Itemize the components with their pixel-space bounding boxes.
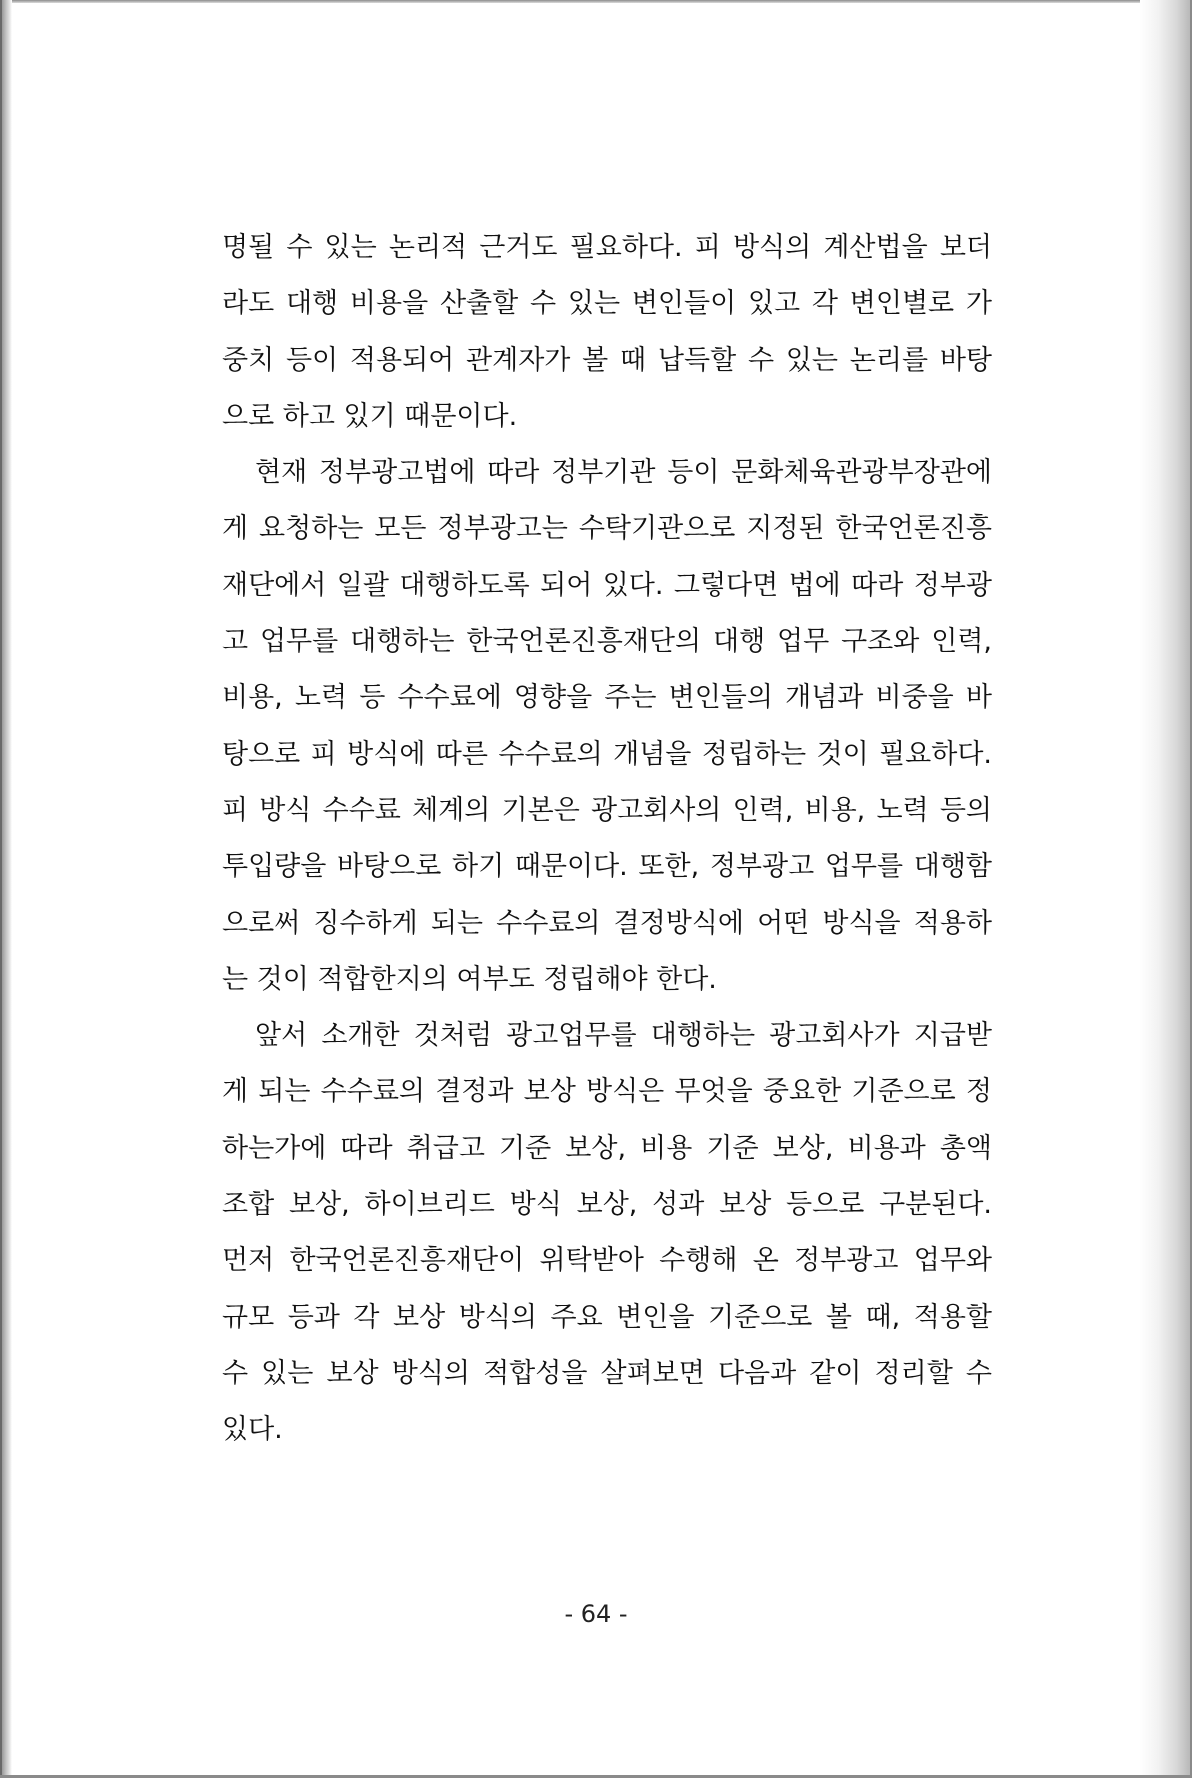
text-line: 규모 등과 각 보상 방식의 주요 변인을 기준으로 볼 때, 적용할 <box>222 1301 992 1333</box>
text-line: 먼저 한국언론진흥재단이 위탁받아 수행해 온 정부광고 업무와 <box>222 1245 992 1277</box>
text-line: 피 방식 수수료 체계의 기본은 광고회사의 인력, 비용, 노력 등의 <box>222 794 992 826</box>
page-number: - 64 - <box>564 1600 628 1628</box>
text-line: 으로 하고 있기 때문이다. <box>222 400 518 432</box>
text-line: 게 요청하는 모든 정부광고는 수탁기관으로 지정된 한국언론진흥 <box>222 513 992 545</box>
paragraph-3 <box>222 1008 992 1458</box>
page-top-edge <box>0 0 1192 3</box>
body-text <box>222 220 992 1459</box>
page-left-edge <box>0 0 12 1778</box>
text-line: 고 업무를 대행하는 한국언론진흥재단의 대행 업무 구조와 인력, <box>222 626 992 658</box>
text-line: 비용, 노력 등 수수료에 영향을 주는 변인들의 개념과 비중을 바 <box>222 682 992 714</box>
text-line: 탕으로 피 방식에 따른 수수료의 개념을 정립하는 것이 필요하다. <box>222 738 992 770</box>
text-line: 투입량을 바탕으로 하기 때문이다. 또한, 정부광고 업무를 대행함 <box>222 851 992 883</box>
paragraph-2 <box>222 445 992 1008</box>
text-line: 조합 보상, 하이브리드 방식 보상, 성과 보상 등으로 구분된다. <box>222 1189 992 1221</box>
text-line: 재단에서 일괄 대행하도록 되어 있다. 그렇다면 법에 따라 정부광 <box>222 569 992 601</box>
text-line: 중치 등이 적용되어 관계자가 볼 때 납득할 수 있는 논리를 바탕 <box>222 344 992 376</box>
text-line: 는 것이 적합한지의 여부도 정립해야 한다. <box>222 963 717 995</box>
text-line: 있다. <box>222 1414 283 1446</box>
text-line: 으로써 징수하게 되는 수수료의 결정방식에 어떤 방식을 적용하 <box>222 907 992 939</box>
text-line: 명될 수 있는 논리적 근거도 필요하다. 피 방식의 계산법을 보더 <box>222 232 992 263</box>
text-line: 라도 대행 비용을 산출할 수 있는 변인들이 있고 각 변인별로 가 <box>222 288 992 320</box>
page-right-shadow <box>1140 0 1192 1778</box>
text-line: 현재 정부광고법에 따라 정부기관 등이 문화체육관광부장관에 <box>255 457 992 489</box>
text-line: 수 있는 보상 방식의 적합성을 살펴보면 다음과 같이 정리할 수 <box>222 1357 992 1389</box>
paragraph-1 <box>222 220 992 445</box>
text-line: 하는가에 따라 취급고 기준 보상, 비용 기준 보상, 비용과 총액 <box>222 1132 992 1164</box>
text-line: 게 되는 수수료의 결정과 보상 방식은 무엇을 중요한 기준으로 정 <box>222 1076 992 1108</box>
text-line: 앞서 소개한 것처럼 광고업무를 대행하는 광고회사가 지급받 <box>255 1020 992 1052</box>
